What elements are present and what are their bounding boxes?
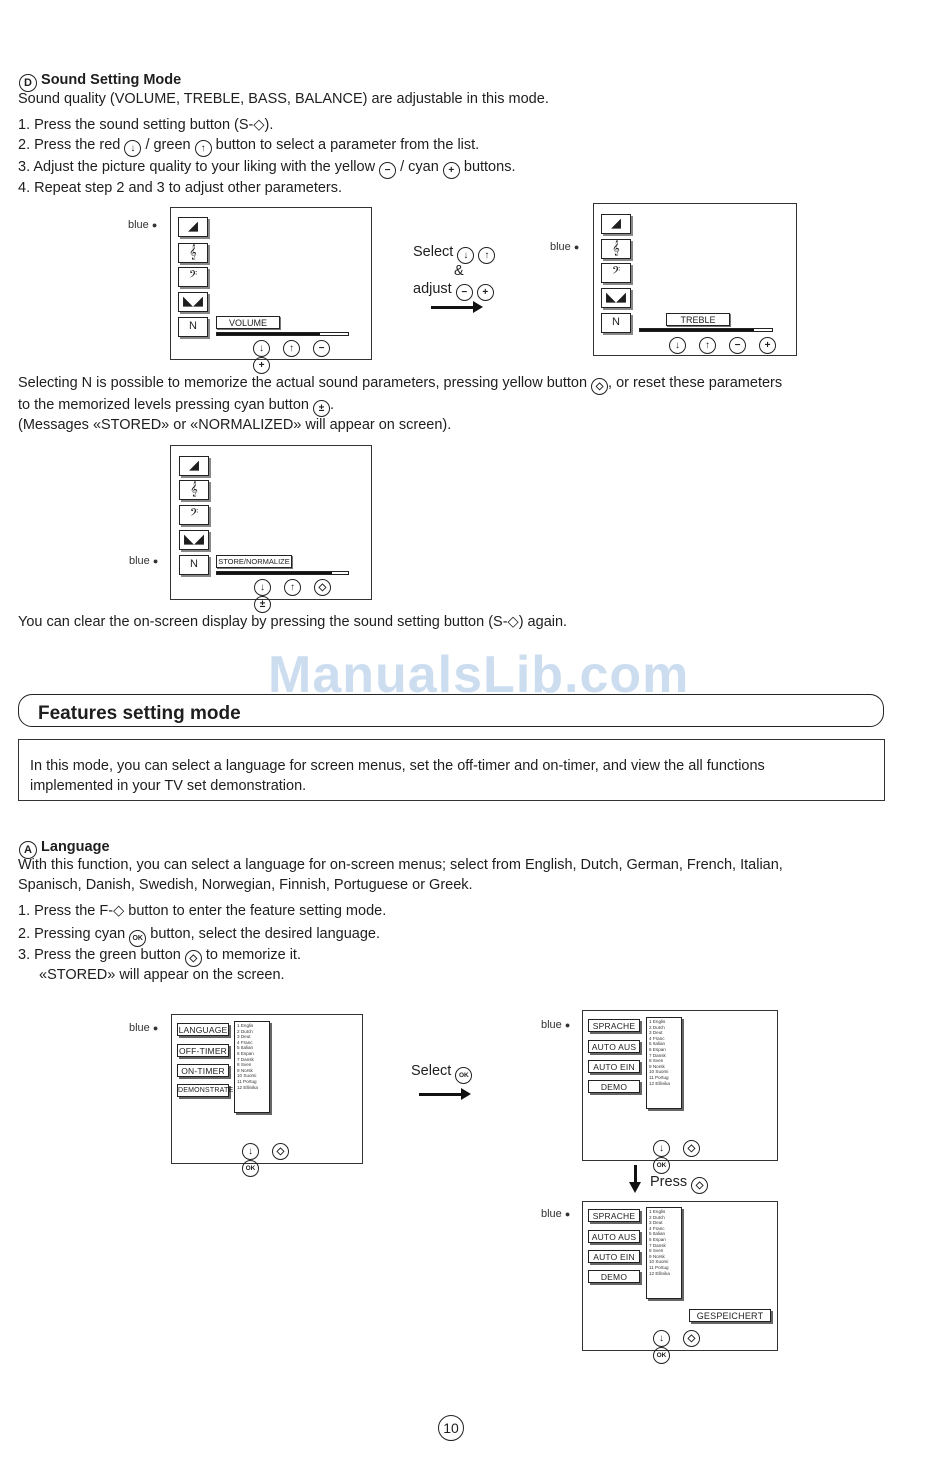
memo-line-1: Selecting N is possible to memorize the actual sound parameters, pressing yellow button ◇ , or reset these parameters — [18, 374, 782, 395]
normalize-n-icon: N — [178, 317, 208, 337]
marker-d-icon: D — [19, 74, 37, 92]
language-option: 11 Portug — [237, 1078, 257, 1084]
language-option: 4 Franc — [649, 1225, 665, 1231]
language-option: 9 Norsk — [237, 1067, 253, 1073]
language-option: 10 Suomi — [649, 1259, 669, 1265]
menu-sprache: SPRACHE — [588, 1209, 640, 1222]
bar-label: TREBLE — [666, 313, 730, 326]
language-list — [646, 1017, 682, 1109]
blue-label: blue ● — [128, 219, 158, 231]
sound-screen-volume — [170, 207, 372, 371]
minus-icon: − — [729, 337, 746, 354]
cyan-plusminus-icon: ± — [254, 596, 271, 613]
blue-label: blue ● — [541, 1208, 571, 1220]
language-option: 12 Ellinika — [237, 1084, 258, 1090]
blue-label: blue ● — [129, 555, 159, 567]
language-option: 8 Sven — [237, 1062, 252, 1068]
down-arrow-icon: ↓ — [457, 247, 474, 264]
sound-step-1: 1. Press the sound setting button (S-◇). — [18, 117, 274, 133]
language-option: 9 Norsk — [649, 1063, 665, 1069]
sound-step-3: 3. Adjust the picture quality to your liking with the yellow − / cyan + buttons. — [18, 158, 515, 179]
up-arrow-icon: ↑ — [699, 337, 716, 354]
cyan-plusminus-icon: ± — [313, 400, 330, 417]
volume-icon: ◢ — [178, 217, 208, 237]
sound-step-4: 4. Repeat step 2 and 3 to adjust other parameters. — [18, 180, 343, 196]
features-box-line-2: implemented in your TV set demonstration. — [30, 778, 307, 794]
bass-clef-icon: 𝄢 — [601, 263, 631, 283]
blue-label: blue ● — [129, 1022, 159, 1034]
diamond-icon: ◇ — [507, 614, 519, 630]
normalize-n-icon: N — [601, 313, 631, 333]
language-option: 11 Portug — [649, 1264, 669, 1270]
down-arrow-head — [629, 1182, 641, 1193]
control-icons — [653, 1330, 777, 1364]
menu-demo: DEMO — [588, 1270, 640, 1283]
sound-screen-treble — [593, 203, 797, 356]
yellow-diamond-icon: ◇ — [314, 579, 331, 596]
language-option: 6 Espan — [649, 1046, 666, 1052]
memo-line-3: (Messages «STORED» or «NORMALIZED» will appear on screen). — [18, 417, 452, 433]
green-diamond-icon: ◇ — [185, 950, 202, 967]
diamond-icon: ◇ — [113, 903, 125, 919]
volume-icon: ◢ — [601, 214, 631, 234]
down-arrow-icon: ↓ — [124, 140, 141, 157]
bar-label: VOLUME — [216, 316, 280, 329]
down-arrow-icon: ↓ — [653, 1330, 670, 1347]
bar-label: STORE/NORMALIZE — [216, 555, 292, 568]
language-step-1: 1. Press the F-◇ button to enter the feature setting mode. — [18, 903, 387, 919]
language-option: 3 Deut — [649, 1030, 663, 1036]
green-diamond-icon: ◇ — [272, 1143, 289, 1160]
minus-icon: − — [313, 340, 330, 357]
language-option: 12 Ellinika — [649, 1080, 670, 1086]
language-option: 5 Italian — [649, 1041, 666, 1047]
treble-clef-icon: 𝄞 — [601, 239, 631, 259]
language-list — [646, 1207, 682, 1299]
menu-auto-ein: AUTO EIN — [588, 1060, 640, 1073]
menu-demo: DEMO — [588, 1080, 640, 1093]
yellow-diamond-icon: ◇ — [591, 378, 608, 395]
ok-icon: OK — [129, 930, 146, 947]
down-arrow-icon: ↓ — [253, 340, 270, 357]
menu-off-timer: OFF-TIMER — [178, 1046, 228, 1056]
language-option: 3 Deut — [649, 1220, 663, 1226]
blue-label: blue ● — [541, 1019, 571, 1031]
language-option: 1 Englis — [649, 1019, 666, 1024]
down-arrow-icon: ↓ — [254, 579, 271, 596]
menu-auto-aus: AUTO AUS — [588, 1040, 640, 1053]
up-arrow-icon: ↑ — [478, 247, 495, 264]
language-option: 4 Franc — [237, 1039, 253, 1045]
diamond-icon: ◇ — [253, 117, 265, 133]
page-number: 10 — [438, 1415, 464, 1441]
sound-step-2: 2. Press the red ↓ / green ↑ button to select a parameter from the list. — [18, 136, 479, 157]
ampersand: & — [454, 263, 464, 279]
minus-icon: − — [379, 162, 396, 179]
language-option: 8 Sven — [649, 1248, 664, 1254]
language-intro-2: Spanisch, Danish, Swedish, Norwegian, Finnish, Portuguese or Greek. — [18, 877, 473, 893]
language-option: 1 Englis — [649, 1209, 666, 1214]
sound-screen-store — [170, 445, 372, 610]
menu-language: LANGUAGE — [178, 1025, 228, 1035]
language-option: 7 Dansk — [649, 1242, 666, 1248]
level-bar — [216, 571, 349, 575]
level-bar — [639, 328, 773, 332]
language-list — [234, 1021, 270, 1113]
plus-icon: + — [759, 337, 776, 354]
bass-clef-icon: 𝄢 — [178, 267, 208, 287]
feature-screen-stored — [582, 1201, 778, 1359]
menu-sprache: SPRACHE — [588, 1019, 640, 1032]
language-option: 10 Suomi — [649, 1069, 669, 1075]
down-arrow-icon: ↓ — [242, 1143, 259, 1160]
language-option: 7 Dansk — [237, 1056, 254, 1062]
plus-icon: + — [443, 162, 460, 179]
memo-line-2: to the memorized levels pressing cyan button ± . — [18, 396, 334, 417]
green-diamond-icon: ◇ — [691, 1177, 708, 1194]
language-option: 7 Dansk — [649, 1052, 666, 1058]
language-option: 2 Dutch — [237, 1028, 253, 1034]
control-icons — [669, 337, 789, 354]
ok-icon: OK — [455, 1067, 472, 1084]
language-option: 8 Sven — [649, 1058, 664, 1064]
language-intro-1: With this function, you can select a language for on-screen menus; select from English, Dutch, German, French, Italian, — [18, 857, 783, 873]
language-option: 6 Espan — [237, 1050, 254, 1056]
sound-intro: Sound quality (VOLUME, TREBLE, BASS, BALANCE) are adjustable in this mode. — [18, 91, 549, 107]
select-text: Select ↓ ↑ — [413, 243, 495, 264]
watermark: ManualsLib.com — [268, 646, 690, 704]
menu-on-timer: ON-TIMER — [177, 1064, 229, 1077]
down-arrow-icon: ↓ — [653, 1140, 670, 1157]
right-arrow-icon — [419, 1093, 463, 1096]
up-arrow-icon: ↑ — [283, 340, 300, 357]
language-step-3-note: «STORED» will appear on the screen. — [39, 967, 285, 983]
language-option: 2 Dutch — [649, 1214, 665, 1220]
right-arrow-icon — [431, 306, 475, 309]
language-option: 2 Dutch — [649, 1024, 665, 1030]
treble-clef-icon: 𝄞 — [179, 480, 209, 500]
language-option: 9 Norsk — [649, 1253, 665, 1259]
down-arrow-icon: ↓ — [669, 337, 686, 354]
bass-clef-icon: 𝄢 — [179, 505, 209, 525]
press-text: Press ◇ — [650, 1173, 708, 1194]
ok-icon: OK — [242, 1160, 259, 1177]
control-icons — [653, 1140, 777, 1174]
language-option: 3 Deut — [237, 1034, 251, 1040]
clear-text: You can clear the on-screen display by pressing the sound setting button (S-◇) again. — [18, 614, 568, 630]
language-option: 6 Espan — [649, 1236, 666, 1242]
language-step-3: 3. Press the green button ◇ to memorize it. — [18, 946, 301, 967]
marker-a-icon: A — [19, 841, 37, 859]
adjust-text: adjust − + — [413, 280, 494, 301]
menu-auto-ein: AUTO EIN — [588, 1250, 640, 1263]
ok-icon: OK — [653, 1157, 670, 1174]
minus-icon: − — [456, 284, 473, 301]
feature-screen-english — [171, 1014, 363, 1172]
language-step-2: 2. Pressing cyan OK button, select the desired language. — [18, 925, 380, 947]
select-ok-text: Select OK — [411, 1062, 472, 1084]
language-option: 11 Portug — [649, 1074, 669, 1080]
volume-icon: ◢ — [179, 456, 209, 476]
control-icons — [242, 1143, 362, 1177]
language-option: 12 Ellinika — [649, 1270, 670, 1276]
ok-icon: OK — [653, 1347, 670, 1364]
level-bar — [216, 332, 349, 336]
language-option: 5 Italian — [649, 1231, 666, 1237]
features-title: Features setting mode — [38, 703, 241, 724]
features-box-line-1: In this mode, you can select a language for screen menus, set the off-timer and on-timer, and view the all functions — [30, 758, 765, 774]
treble-clef-icon: 𝄞 — [178, 243, 208, 263]
control-icons — [253, 340, 371, 374]
language-option: 5 Italian — [237, 1045, 254, 1051]
language-option: 4 Franc — [649, 1035, 665, 1041]
feature-screen-german — [582, 1010, 778, 1169]
green-diamond-icon: ◇ — [683, 1140, 700, 1157]
blue-label: blue ● — [550, 241, 580, 253]
control-icons — [254, 579, 371, 613]
stored-label: GESPEICHERT — [689, 1309, 771, 1322]
balance-icon: ◣◢ — [178, 292, 208, 312]
normalize-n-icon: N — [179, 555, 209, 575]
sound-heading: D Sound Setting Mode — [19, 71, 181, 92]
plus-icon: + — [253, 357, 270, 374]
balance-icon: ◣◢ — [179, 530, 209, 550]
balance-icon: ◣◢ — [601, 288, 631, 308]
plus-icon: + — [477, 284, 494, 301]
up-arrow-icon: ↑ — [284, 579, 301, 596]
menu-auto-aus: AUTO AUS — [588, 1230, 640, 1243]
language-heading: A Language — [19, 838, 110, 859]
up-arrow-icon: ↑ — [195, 140, 212, 157]
language-option: 10 Suomi — [237, 1073, 257, 1079]
green-diamond-icon: ◇ — [683, 1330, 700, 1347]
language-option: 1 Englis — [237, 1023, 254, 1028]
menu-demonstrate: DEMONSTRATE — [177, 1084, 229, 1097]
